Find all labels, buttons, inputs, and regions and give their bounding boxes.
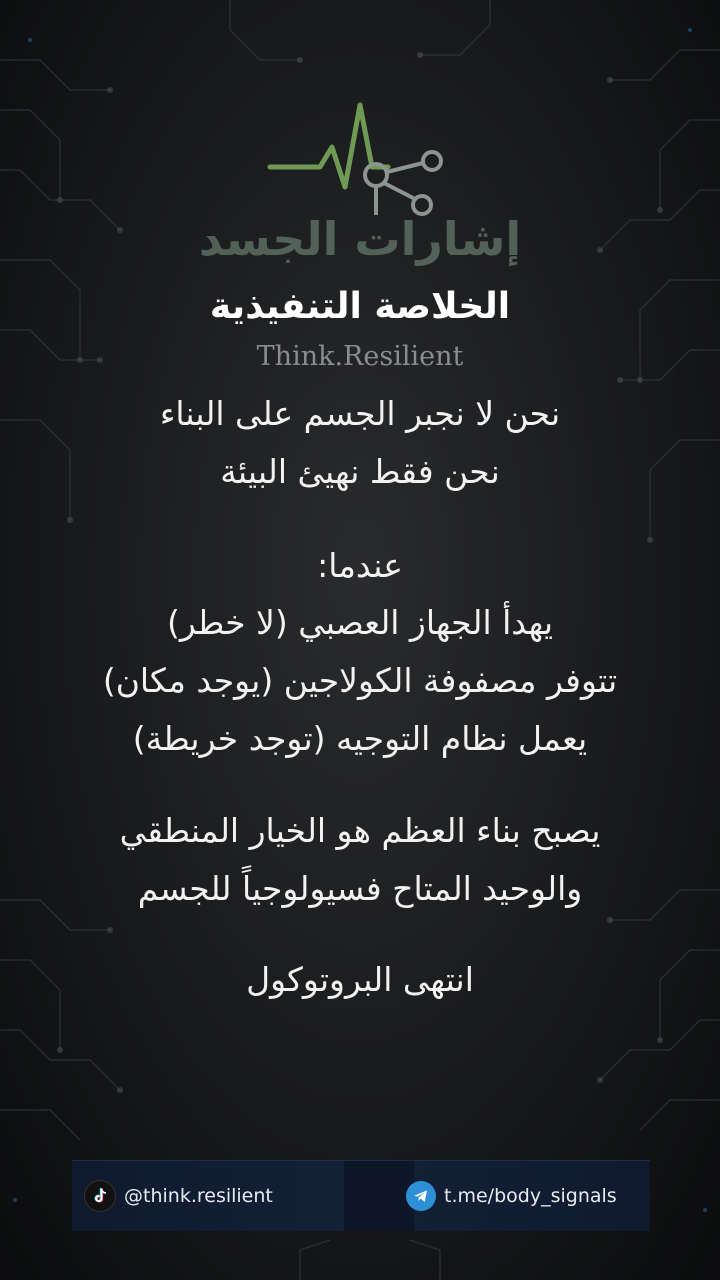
telegram-link-label: t.me/body_signals: [444, 1185, 617, 1207]
social-footer: [72, 1160, 650, 1231]
telegram-link[interactable]: [406, 1179, 617, 1213]
tiktok-handle: @think.resilient: [124, 1185, 273, 1207]
when-label: عندما:: [317, 546, 403, 585]
brand-name-english: Think.Resilient: [256, 341, 464, 372]
telegram-icon: [406, 1181, 436, 1211]
footer-divider: [344, 1161, 414, 1231]
tiktok-icon: [84, 1180, 116, 1212]
condition-line: تتوفر مصفوفة الكولاجين (يوجد مكان): [102, 661, 618, 700]
intro-line: نحن لا نجبر الجسم على البناء: [159, 394, 561, 433]
result-line: يصبح بناء العظم هو الخيار المنطقي: [119, 811, 601, 850]
intro-line: نحن فقط نهيئ البيئة: [220, 452, 500, 491]
condition-line: يعمل نظام التوجيه (توجد خريطة): [132, 719, 588, 758]
section-title: الخلاصة التنفيذية: [209, 286, 511, 327]
closing-line: انتهى البروتوكول: [246, 960, 474, 999]
brand-name-arabic: إشارات الجسد: [198, 212, 522, 266]
tiktok-link[interactable]: [84, 1179, 273, 1213]
result-line: والوحيد المتاح فسيولوجياً للجسم: [137, 869, 583, 908]
condition-line: يهدأ الجهاز العصبي (لا خطر): [166, 603, 554, 642]
